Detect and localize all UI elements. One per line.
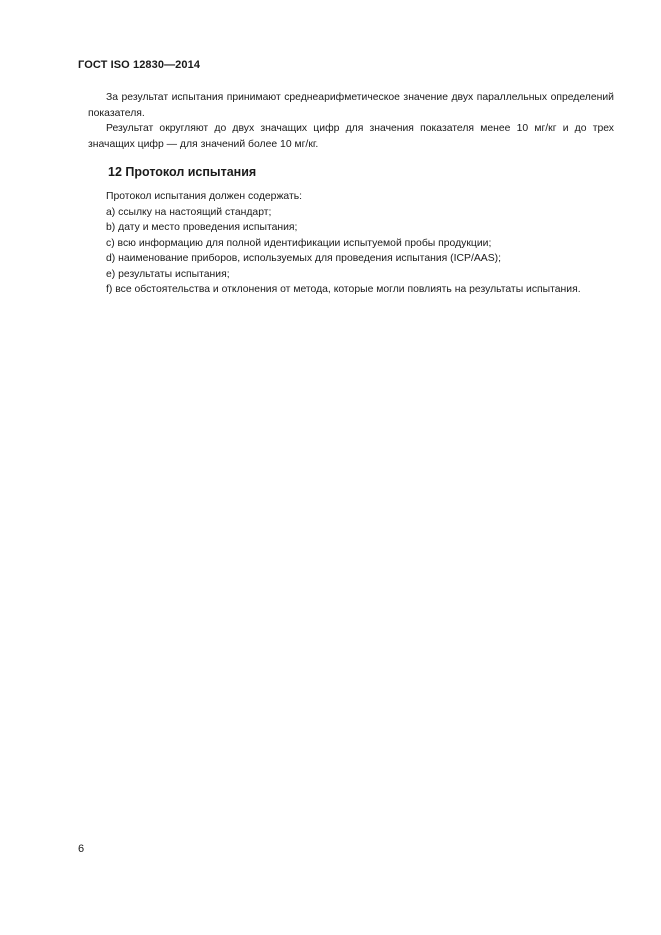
section-title: 12 Протокол испытания: [108, 165, 257, 179]
list-item: d) наименование приборов, используемых для проведения испытания (ICP/AAS);: [106, 253, 501, 264]
list-item: a) ссылку на настоящий стандарт;: [106, 206, 272, 218]
document-body: [88, 90, 614, 298]
paragraph-result-definition: За результат испытания принимают среднеарифметическое значение двух параллельных определений показателя.: [88, 92, 614, 119]
protocol-requirements-list: [106, 205, 614, 298]
document-header: ГОСТ ISO 12830—2014: [78, 59, 201, 71]
paragraph-result-rounding: Результат округляют до двух значащих цифр для значения показателя менее 10 мг/кг и до трех значащих цифр — для значений более 10 мг/кг.: [88, 123, 614, 150]
section-intro: Протокол испытания должен содержать:: [106, 191, 303, 202]
list-item: c) всю информацию для полной идентификации испытуемой пробы продукции;: [106, 237, 492, 249]
page-number: 6: [78, 843, 85, 855]
list-item: e) результаты испытания;: [106, 268, 230, 280]
list-item: f) все обстоятельства и отклонения от метода, которые могли повлиять на результаты испытания.: [106, 284, 581, 295]
list-item: b) дату и место проведения испытания;: [106, 222, 298, 233]
